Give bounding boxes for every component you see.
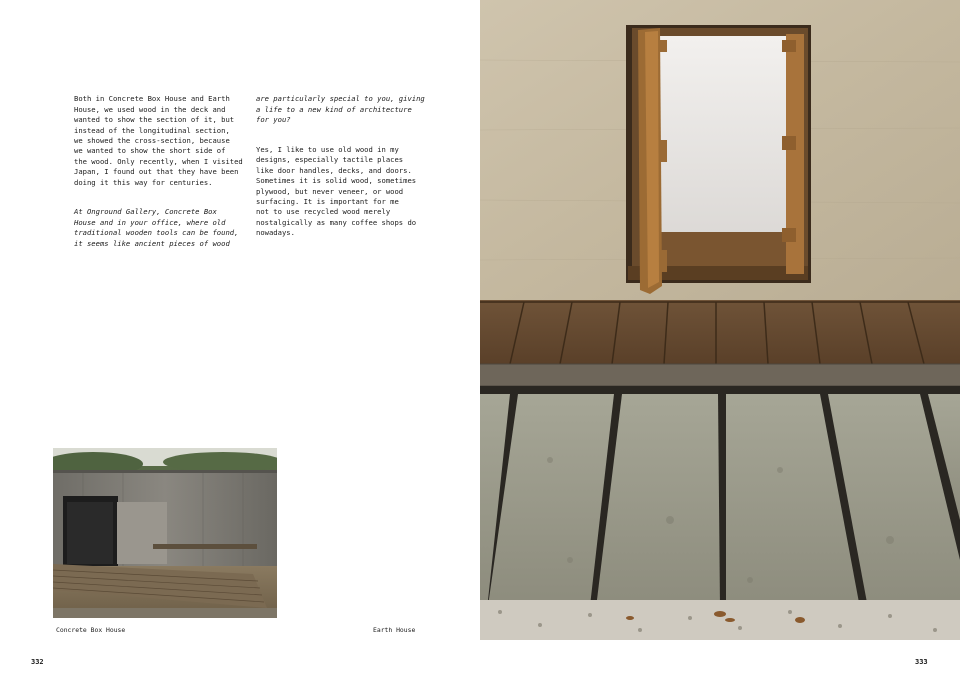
question-paragraph: At Onground Gallery, Concrete Box House and in your office, where old traditional wooden tools can be found, it seems like ancient pieces of wood [74, 207, 239, 248]
caption-concrete-box-house: Concrete Box House [56, 626, 126, 634]
page-number-right: 333 [915, 658, 928, 666]
answer-paragraph: Yes, I like to use old wood in my designs, especially tactile places like door handles, decks, and doors. Sometimes it is solid wood, sometimes plywood, but never veneer, or wood surfacing. It is important for me not to use recycled wood merely nostalgically as many coffee shops do nowadays. [256, 145, 417, 238]
interview-column-1 [74, 84, 244, 269]
answer-paragraph: Both in Concrete Box House and Earth House, we used wood in the deck and wanted to show the section of it, but instead of the longitudinal section, we showed the cross-section, because we wanted to show the short side of the wood. Only recently, when I visited Japan, I found out that they have been doing it this way for centuries. [74, 94, 243, 187]
concrete-box-house-photo [53, 448, 277, 618]
interview-column-2 [256, 84, 426, 258]
page-number-left: 332 [31, 658, 44, 666]
question-paragraph: are particularly special to you, giving a life to a new kind of architecture for you? [256, 94, 425, 125]
caption-earth-house: Earth House [373, 626, 416, 634]
earth-house-photo [480, 0, 960, 640]
